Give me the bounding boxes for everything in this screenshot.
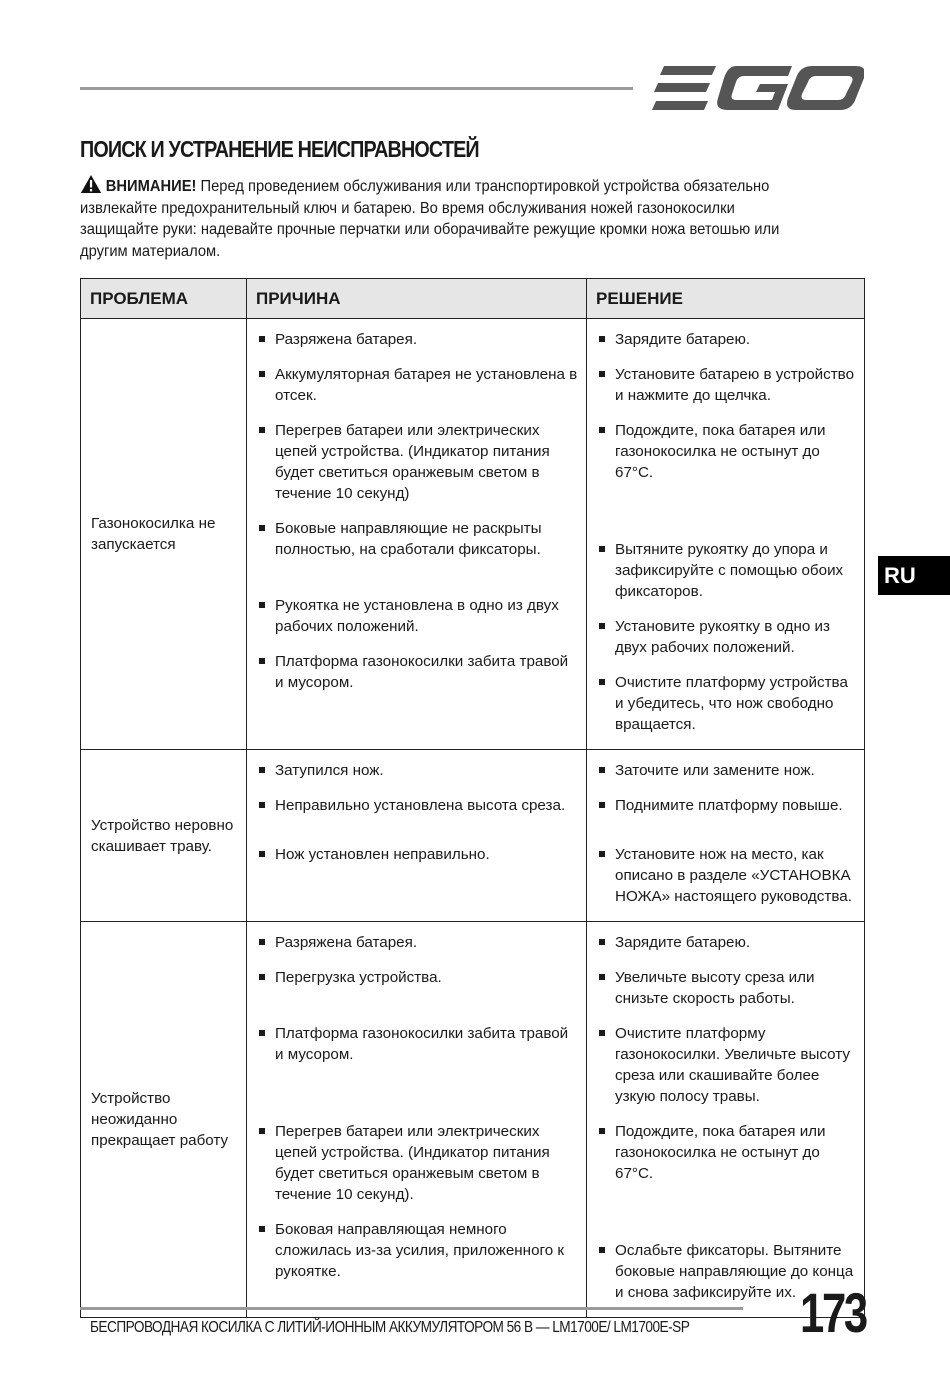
- table-row: [81, 922, 865, 1318]
- list-item: Платформа газонокосилки забита травой и мусором.: [255, 651, 578, 693]
- list-item: Установите батарею в устройство и нажмите до щелчка.: [595, 364, 856, 406]
- list-item: Неправильно установлена высота среза.: [255, 795, 578, 816]
- list-item: Подождите, пока батарея или газонокосилка не остынут до 67°C.: [595, 1121, 856, 1184]
- header-solution: РЕШЕНИЕ: [587, 279, 865, 319]
- list-item: Заточите или замените нож.: [595, 760, 856, 781]
- list-item: Перегрев батареи или электрических цепей устройства. (Индикатор питания будет светиться оранжевым светом в течение 10 секунд): [255, 420, 578, 504]
- list-item: Боковая направляющая немного сложилась из-за усилия, приложенного к рукоятке.: [255, 1219, 578, 1282]
- page-title: ПОИСК И УСТРАНЕНИЕ НЕИСПРАВНОСТЕЙ: [80, 136, 479, 162]
- warning-label: ВНИМАНИЕ!: [105, 178, 197, 195]
- list-item: Очистите платформу устройства и убедитесь, что нож свободно вращается.: [595, 672, 856, 735]
- warning-block: [80, 174, 807, 262]
- list-item: Зарядите батарею.: [595, 329, 856, 350]
- header-cause: ПРИЧИНА: [247, 279, 587, 319]
- list-item: Платформа газонокосилки забита травой и мусором.: [255, 1023, 578, 1065]
- language-tab: RU: [878, 556, 950, 595]
- list-item: Нож установлен неправильно.: [255, 844, 578, 865]
- list-item: Разряжена батарея.: [255, 329, 578, 350]
- ego-logo: [652, 64, 864, 112]
- footer-text: БЕСПРОВОДНАЯ КОСИЛКА С ЛИТИЙ-ИОННЫМ АККУМУЛЯТОРОМ 56 В — LM1700E/ LM1700E-SP: [90, 1319, 690, 1336]
- troubleshooting-table: [80, 278, 864, 1301]
- list-item: Боковые направляющие не раскрыты полностью, на сработали фиксаторы.: [255, 518, 578, 560]
- list-item: Поднимите платформу повыше.: [595, 795, 856, 816]
- list-item: Затупился нож.: [255, 760, 578, 781]
- list-item: Установите рукоятку в одно из двух рабочих положений.: [595, 616, 856, 658]
- list-item: Ослабьте фиксаторы. Вытяните боковые направляющие до конца и снова зафиксируйте их.: [595, 1240, 856, 1303]
- table-row: [81, 319, 865, 750]
- header-rule: [80, 87, 633, 90]
- warning-text: Перед проведением обслуживания или транспортировкой устройства обязательно извлекайте предохранительный ключ и батарею. Во время обслуживания ножей газонокосилки защищайте руки: надевайте прочные перчатки или оборачивайте режущие кромки ножа ветошью или другим материалом.: [80, 178, 780, 260]
- list-item: Рукоятка не установлена в одно из двух рабочих положений.: [255, 595, 578, 637]
- solution-cell: [587, 922, 865, 1318]
- list-item: Подождите, пока батарея или газонокосилка не остынут до 67°C.: [595, 420, 856, 483]
- page-number: 173: [800, 1281, 866, 1344]
- list-item: Увеличьте высоту среза или снизьте скорость работы.: [595, 967, 856, 1009]
- list-item: Зарядите батарею.: [595, 932, 856, 953]
- list-item: Установите нож на место, как описано в разделе «УСТАНОВКА НОЖА» настоящего руководства.: [595, 844, 856, 907]
- solution-cell: [587, 750, 865, 922]
- problem-cell: Газонокосилка не запускается: [81, 319, 247, 750]
- list-item: Аккумуляторная батарея не установлена в отсек.: [255, 364, 578, 406]
- list-item: Вытяните рукоятку до упора и зафиксируйте с помощью обоих фиксаторов.: [595, 539, 856, 602]
- solution-cell: [587, 319, 865, 750]
- problem-cell: Устройство неожиданно прекращает работу: [81, 922, 247, 1318]
- table-header-row: [81, 279, 865, 319]
- list-item: Разряжена батарея.: [255, 932, 578, 953]
- list-item: Перегрузка устройства.: [255, 967, 578, 988]
- list-item: Очистите платформу газонокосилки. Увеличьте высоту среза или скашивайте более узкую полосу травы.: [595, 1023, 856, 1107]
- cause-cell: [247, 750, 587, 922]
- header-problem: ПРОБЛЕМА: [81, 279, 247, 319]
- footer-rule: [80, 1307, 743, 1310]
- warning-triangle-icon: [80, 174, 102, 194]
- cause-cell: [247, 319, 587, 750]
- table-row: [81, 750, 865, 922]
- problem-cell: Устройство неровно скашивает траву.: [81, 750, 247, 922]
- list-item: Перегрев батареи или электрических цепей устройства. (Индикатор питания будет светиться оранжевым светом в течение 10 секунд).: [255, 1121, 578, 1205]
- cause-cell: [247, 922, 587, 1318]
